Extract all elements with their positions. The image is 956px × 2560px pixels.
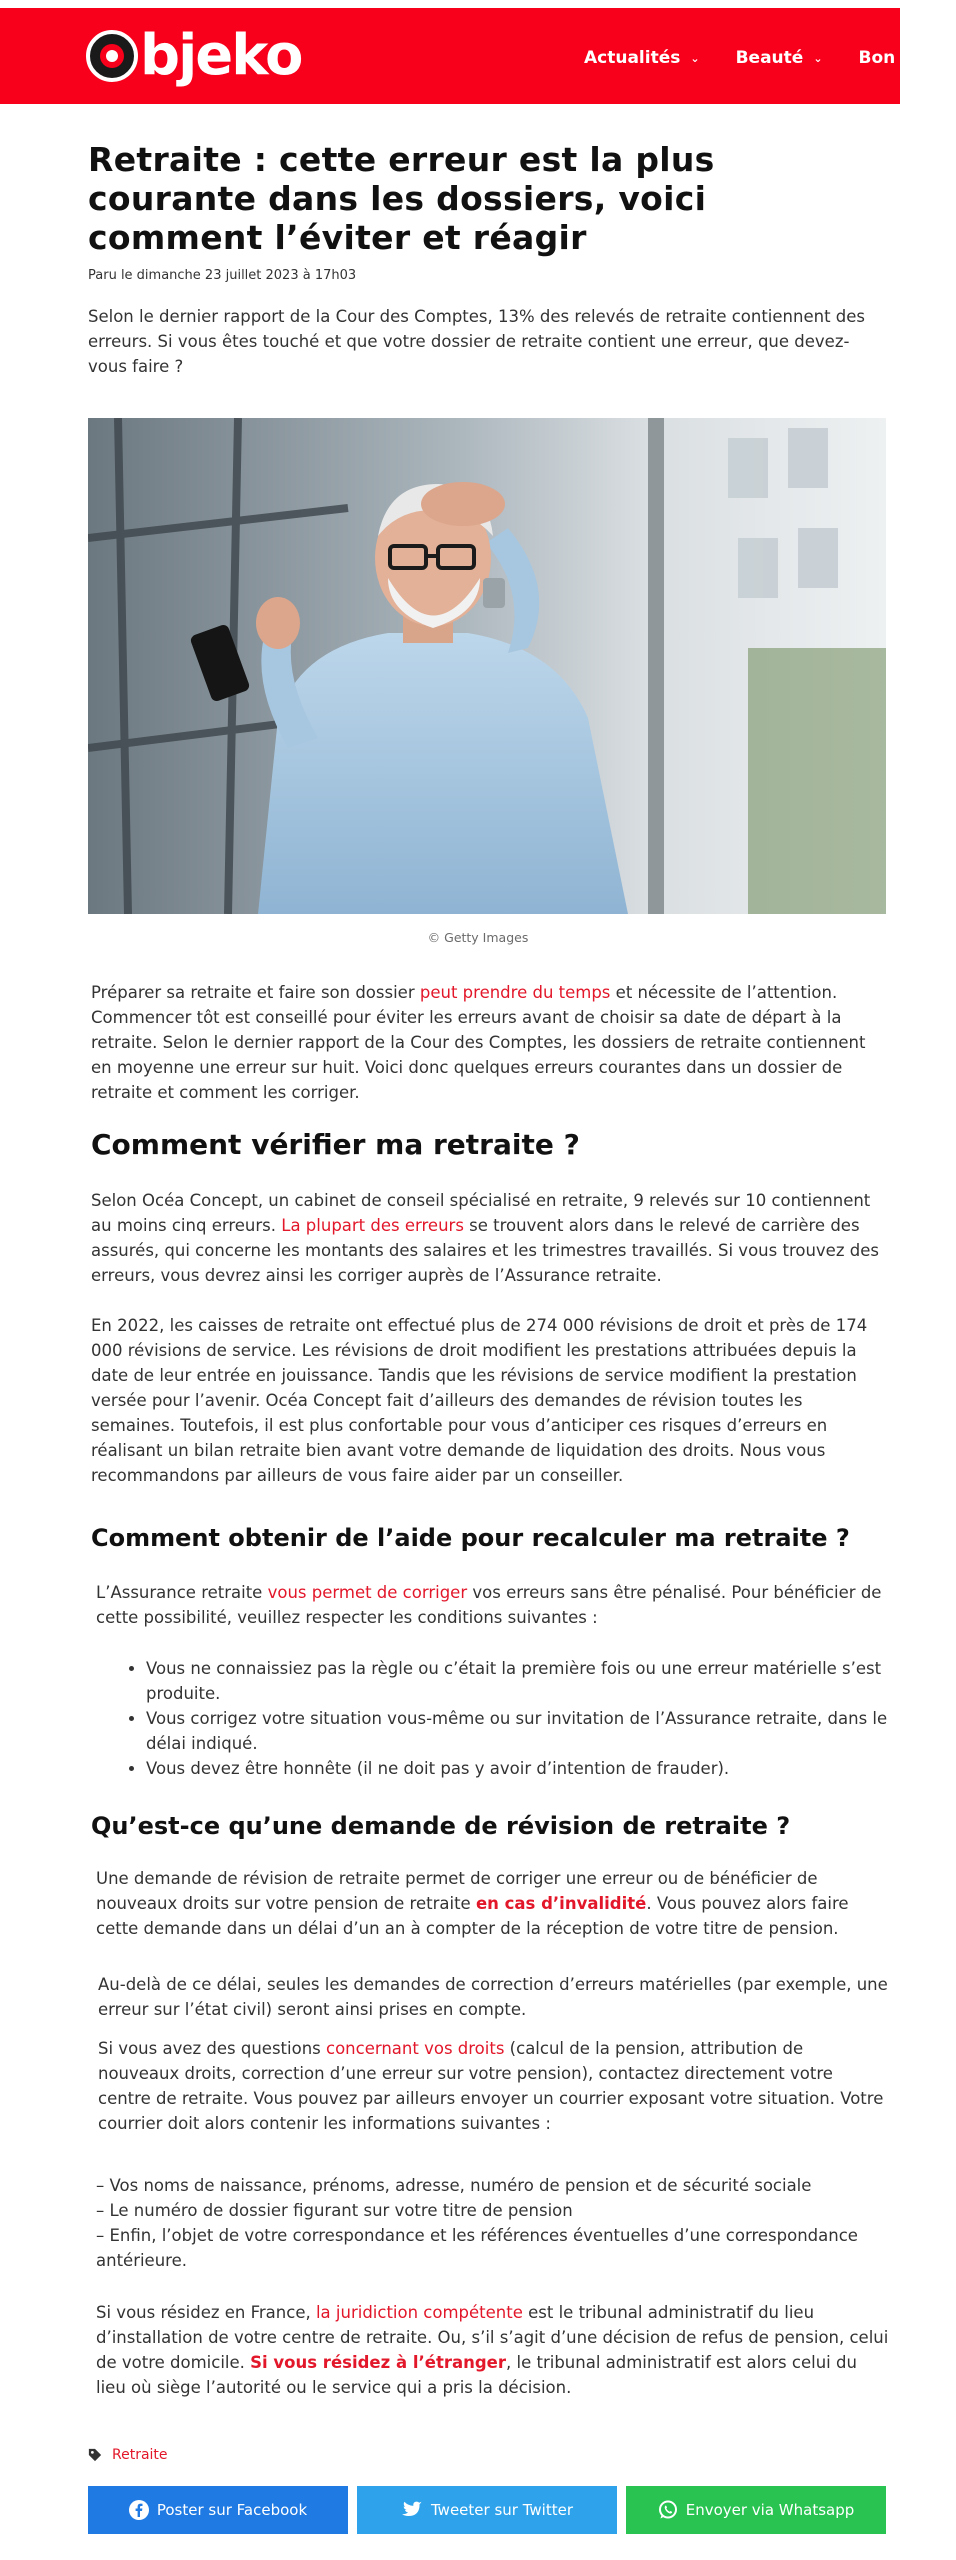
chevron-down-icon: ⌄: [690, 51, 700, 65]
share-twitter-button[interactable]: [357, 2486, 617, 2534]
whatsapp-icon: [658, 2500, 678, 2520]
text-run: . Vous pouvez alors faire cette demande dans un délai d’un an à compter de la réception de votre titre de pension.: [96, 1894, 849, 1938]
nav-item-label: Bon: [858, 48, 896, 68]
site-header: [0, 8, 900, 104]
image-credit: © Getty Images: [427, 930, 529, 945]
inline-link-erreurs[interactable]: La plupart des erreurs: [281, 1216, 464, 1235]
text-run: Selon Océa Concept, un cabinet de conseil spécialisé en retraite, 9 relevés sur 10 contiennent au moins cinq erreurs.: [91, 1191, 871, 1235]
nav-item-bon[interactable]: [859, 48, 896, 68]
share-facebook-button[interactable]: [88, 2486, 348, 2534]
article-lead: Selon le dernier rapport de la Cour des Comptes, 13% des relevés de retraite contiennent des erreurs. Si vous êtes touché et que votre dossier de retraite contient une erreur, que devez-vous faire ?: [88, 307, 866, 376]
share-twitter-label: Tweeter sur Twitter: [431, 2501, 573, 2519]
chevron-down-icon: ⌄: [813, 51, 823, 65]
text-run: , le tribunal administratif est alors celui du lieu où siège l’autorité ou le service qui a pris la décision.: [96, 2353, 857, 2397]
inline-link-temps[interactable]: peut prendre du temps: [419, 983, 611, 1002]
nav-item-actualites[interactable]: [584, 48, 700, 68]
nav-item-label: Beauté: [735, 48, 804, 68]
inline-link-invalidite[interactable]: en cas d’invalidité: [475, 1894, 647, 1913]
share-whatsapp-button[interactable]: [626, 2486, 886, 2534]
share-facebook-label: Poster sur Facebook: [156, 2501, 308, 2519]
logo-text: bjeko: [140, 23, 302, 88]
text-run: Si vous avez des questions: [98, 2039, 326, 2058]
section-heading-verifier: Comment vérifier ma retraite ?: [91, 1128, 580, 1161]
list-item: • Vous devez être honnête (il ne doit pas y avoir d’intention de frauder).: [146, 1756, 894, 1781]
share-whatsapp-label: Envoyer via Whatsapp: [685, 2501, 855, 2519]
list-item: • Vous ne connaissiez pas la règle ou c’était la première fois ou une erreur matérielle s’est produite.: [146, 1656, 894, 1706]
conditions-list: [124, 1656, 894, 1781]
article-paragraph: [91, 1188, 885, 1288]
text-run: Si vous résidez en France,: [96, 2303, 316, 2322]
nav-item-label: Actualités: [584, 48, 681, 68]
article-paragraph: [98, 2036, 888, 2136]
site-logo[interactable]: [86, 23, 302, 88]
article-paragraph: [96, 1580, 886, 1630]
article-paragraph: En 2022, les caisses de retraite ont effectué plus de 274 000 révisions de droit et près de 174 000 révisions de service. Les révisions de droit modifient les prestations attribuées depuis la date de leur entrée en jouissance. Tandis que les révisions de service modifient la prestation versée pour l’avenir. Océa Concept fait d’ailleurs des demandes de révision toutes les semaines. Toutefois, il est plus confortable pour vous d’anticiper ces risques d’erreurs en réalisant un bilan retraite bien avant votre demande de liquidation des droits. Nous vous recommandons par ailleurs de vous faire aider par un conseiller.: [91, 1316, 868, 1485]
inline-link-etranger[interactable]: Si vous résidez à l’étranger: [250, 2353, 507, 2372]
list-item: – Le numéro de dossier figurant sur votre titre de pension: [96, 2201, 573, 2220]
list-item: – Vos noms de naissance, prénoms, adresse, numéro de pension et de sécurité sociale: [96, 2176, 812, 2195]
section-heading-revision: Qu’est-ce qu’une demande de révision de retraite ?: [91, 1812, 791, 1840]
text-run: (calcul de la pension, attribution de nouveaux droits, correction d’une erreur sur votre pension), contactez directement votre centre de retraite. Vous pouvez par ailleurs envoyer un courrier exposant votre situation. Votre courrier doit alors contenir les informations suivantes :: [98, 2039, 884, 2133]
article-paragraph: [91, 980, 885, 1105]
text-run: est le tribunal administratif du lieu d’installation de votre centre de retraite. Ou, s’il s’agit d’une décision de refus de pension, celui de votre domicile.: [96, 2303, 889, 2372]
inline-link-juridiction[interactable]: la juridiction compétente: [315, 2303, 523, 2322]
hero-image: [88, 418, 886, 914]
logo-aperture-icon: [86, 30, 138, 82]
text-run: se trouvent alors dans le relevé de carrière des assurés, qui concerne les montants des salaires et les trimestres travaillés. Si vous trouvez des erreurs, vous devrez ainsi les corriger auprès de l’Assurance retraite.: [91, 1216, 879, 1285]
article-paragraph: Au-delà de ce délai, seules les demandes de correction d’erreurs matérielles (par exemple, une erreur sur l’état civil) seront ainsi prises en compte.: [98, 1975, 888, 2019]
text-run: Une demande de révision de retraite permet de corriger une erreur ou de bénéficier de nouveaux droits sur votre pension de retraite: [96, 1869, 818, 1913]
share-bar: [88, 2486, 886, 2534]
facebook-icon: [129, 2500, 149, 2520]
text-run: et nécessite de l’attention. Commencer tôt est conseillé pour éviter les erreurs avant de choisir sa date de départ à la retraite. Selon le dernier rapport de la Cour des Comptes, les dossiers de retraite contiennent en moyenne une erreur sur huit. Voici donc quelques erreurs courantes dans un dossier de retraite et comment les corriger.: [91, 983, 866, 1102]
article-paragraph: [96, 2300, 890, 2400]
list-item: • Vous corrigez votre situation vous-même ou sur invitation de l’Assurance retraite, dans le délai indiqué.: [146, 1706, 894, 1756]
inline-link-corriger[interactable]: vous permet de corriger: [267, 1583, 468, 1602]
main-nav: [584, 48, 895, 68]
article-title: Retraite : cette erreur est la plus courante dans les dossiers, voici comment l’éviter et réagir: [88, 140, 715, 257]
article-tags: [88, 2447, 168, 2463]
section-heading-aide: Comment obtenir de l’aide pour recalculer ma retraite ?: [91, 1524, 850, 1552]
twitter-bird-icon: [401, 2501, 423, 2519]
list-item: – Enfin, l’objet de votre correspondance et les références éventuelles d’une correspondance antérieure.: [96, 2226, 858, 2270]
text-run: L’Assurance retraite: [96, 1583, 268, 1602]
text-run: vos erreurs sans être pénalisé. Pour bénéficier de cette possibilité, veuillez respecter les conditions suivantes :: [96, 1583, 882, 1627]
nav-item-beaute[interactable]: [736, 48, 823, 68]
tag-icon: [88, 2448, 102, 2462]
publish-date: Paru le dimanche 23 juillet 2023 à 17h03: [88, 268, 357, 283]
inline-link-droits[interactable]: concernant vos droits: [326, 2039, 505, 2058]
tag-link-retraite[interactable]: Retraite: [112, 2447, 168, 2463]
letter-info-list: [96, 2173, 890, 2273]
text-run: Préparer sa retraite et faire son dossier: [91, 983, 420, 1002]
article-paragraph: [96, 1866, 890, 1941]
